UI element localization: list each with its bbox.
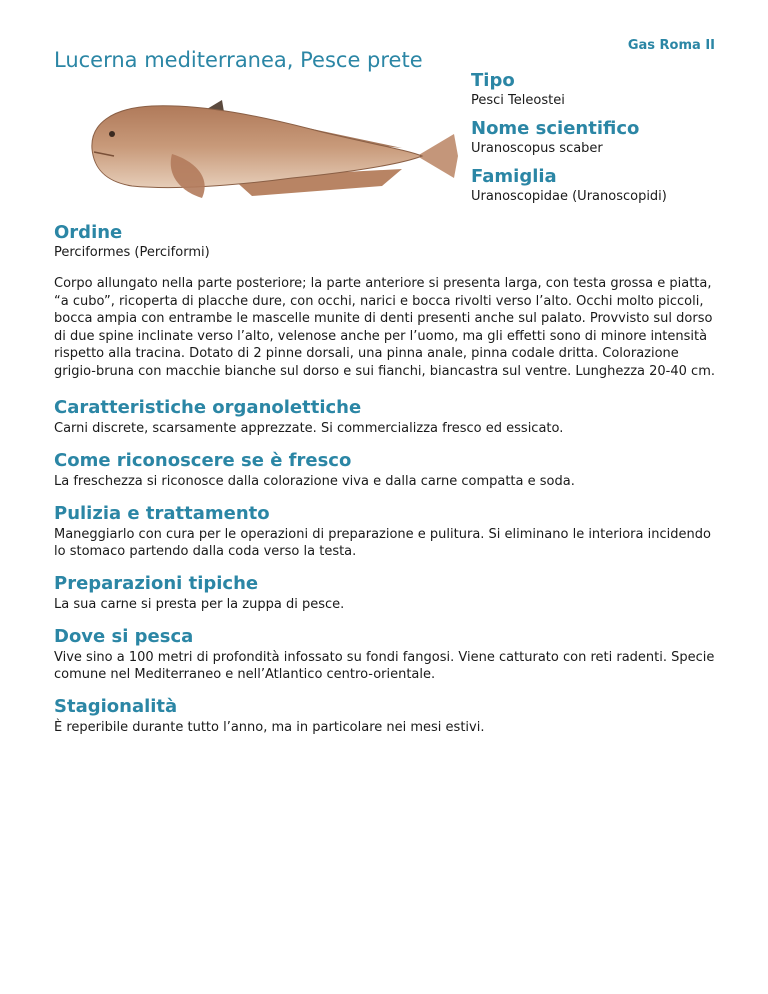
family-field: [471, 166, 731, 205]
description-paragraph: Corpo allungato nella parte posteriore; la parte anteriore si presenta larga, con testa grossa e piatta, “a cubo”, ricoperta di placche dure, con occhi, narici e bocca rivolti verso l’alto. Occhi molto piccoli, bocca ampia con entrambe le mascelle munite di denti presenti anche sul palato. Provvisto sul dorso di due spine inclinate verso l’alto, velenose anche per l’uomo, ma gli effetti sono di minore intensità rispetto alla tracina. Dotato di 2 pinne dorsali, una pinna anale, pinna codale dritta. Colorazione grigio-bruna con macchie bianche sul dorso e sui fianchi, biancastra sul ventre. Lunghezza 20-40 cm.: [54, 276, 715, 379]
section-heading: Come riconoscere se è fresco: [54, 450, 352, 471]
family-value: Uranoscopidae (Uranoscopidi): [471, 189, 667, 204]
section-heading: Stagionalità: [54, 696, 178, 717]
section-heading: Caratteristiche organolettiche: [54, 397, 362, 418]
section-heading: Pulizia e trattamento: [54, 503, 270, 524]
section-organoleptic: [54, 397, 718, 437]
scientific-name-value: Uranoscopus scaber: [471, 141, 603, 156]
section-heading: Preparazioni tipiche: [54, 573, 259, 594]
org-label: Gas Roma II: [627, 38, 715, 53]
section-text: Maneggiarlo con cura per le operazioni di preparazione e pulitura. Si eliminano le interiora incidendo lo stomaco partendo dalla coda verso la testa.: [54, 527, 711, 559]
scientific-name-field: [471, 118, 731, 157]
section-text: Carni discrete, scarsamente apprezzate. Si commercializza fresco ed essicato.: [54, 421, 564, 436]
section-preparations: [54, 573, 718, 613]
section-seasonality: [54, 696, 718, 736]
tipo-field: [471, 70, 731, 109]
side-info: [471, 70, 731, 214]
main-content: [54, 222, 718, 749]
section-text: Vive sino a 100 metri di profondità infossato su fondi fangosi. Viene catturato con reti radenti. Specie comune nel Mediterraneo e nell’Atlantico centro-orientale.: [54, 650, 715, 682]
section-text: La freschezza si riconosce dalla colorazione viva e dalla carne compatta e soda.: [54, 474, 575, 489]
scientific-name-label: Nome scientifico: [471, 118, 640, 139]
order-label: Ordine: [54, 222, 123, 243]
section-heading: Dove si pesca: [54, 626, 194, 647]
section-text: È reperibile durante tutto l’anno, ma in particolare nei mesi estivi.: [54, 720, 485, 735]
order-field: [54, 222, 718, 261]
family-label: Famiglia: [471, 166, 557, 187]
tipo-value: Pesci Teleostei: [471, 93, 565, 108]
page-title: Lucerna mediterranea, Pesce prete: [54, 48, 423, 72]
section-text: La sua carne si presta per la zuppa di pesce.: [54, 597, 345, 612]
section-freshness: [54, 450, 718, 490]
section-fishing: [54, 626, 718, 683]
section-cleaning: [54, 503, 718, 560]
fish-illustration: [82, 94, 462, 204]
order-value: Perciformes (Perciformi): [54, 245, 210, 260]
tipo-label: Tipo: [471, 70, 515, 91]
